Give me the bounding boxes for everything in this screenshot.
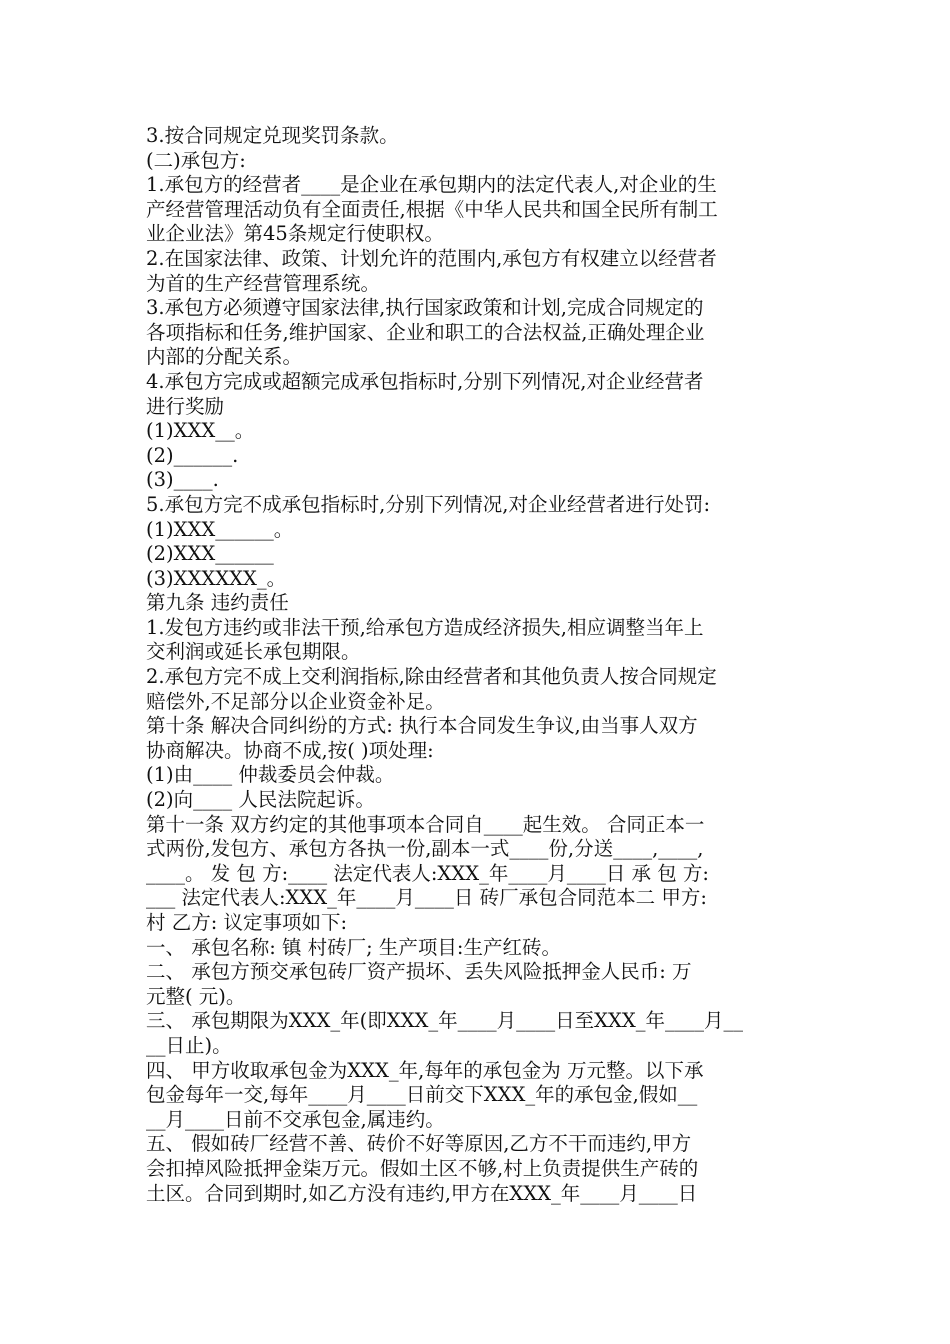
text-line: (2)______. [146,443,239,467]
text-line: 四、 甲方收取承包金为XXX_年,每年的承包金为 万元整。以下承 [146,1058,704,1082]
text-line: 元整( 元)。 [146,984,246,1008]
text-line: 1.发包方违约或非法干预,给承包方造成经济损失,相应调整当年上 [146,615,704,639]
text-line: 村 乙方: 议定事项如下: [146,911,348,934]
text-line: 第十一条 双方约定的其他事项本合同自____起生效。 合同正本一 [146,812,705,836]
text-line: 内部的分配关系。 [146,345,303,369]
text-line: (1)由____ 仲裁委员会仲裁。 [146,763,395,787]
text-line: 业企业法》第45条规定行使职权。 [146,222,444,246]
text-line: 赔偿外,不足部分以企业资金补足。 [146,689,445,713]
text-line: 产经营管理活动负有全面责任,根据《中华人民共和国全民所有制工 [146,197,718,221]
text-line: (1)XXX______。 [146,517,294,541]
document-body [146,124,816,1206]
text-line: 会扣掉风险抵押金柒万元。假如土区不够,村上负责提供生产砖的 [146,1156,699,1180]
text-line: 2.在国家法律、政策、计划允许的范围内,承包方有权建立以经营者 [146,246,717,270]
text-line: (2)XXX______ [146,542,274,566]
text-line: 1.承包方的经营者____是企业在承包期内的法定代表人,对企业的生 [146,173,717,197]
text-line: 交利润或延长承包期限。 [146,640,361,664]
text-line: 4.承包方完成或超额完成承包指标时,分别下列情况,对企业经营者 [146,369,704,393]
section-heading: 第九条 违约责任 [146,591,289,615]
text-line: (二)承包方: [146,148,246,172]
text-line: 3.承包方必须遵守国家法律,执行国家政策和计划,完成合同规定的 [146,296,704,320]
text-line: 进行奖励 [146,394,225,418]
text-line: ____。 发 包 方:____ 法定代表人:XXX_年____月____日 承 包 方: [146,861,709,885]
text-line: 土区。合同到期时,如乙方没有违约,甲方在XXX_年____月____日 [146,1181,698,1205]
text-line: 2.承包方完不成上交利润指标,除由经营者和其他负责人按合同规定 [146,665,717,689]
text-line: __日止)。 [146,1033,232,1057]
text-line: 一、 承包名称: 镇 村砖厂; 生产项目:生产红砖。 [146,935,562,959]
text-line: (3)____. [146,468,219,492]
text-line: (2)向____ 人民法院起诉。 [146,788,375,812]
text-line: 第十条 解决合同纠纷的方式: 执行本合同发生争议,由当事人双方 [146,714,698,738]
text-line: 五、 假如砖厂经营不善、砖价不好等原因,乙方不干而违约,甲方 [146,1132,692,1156]
text-line: 为首的生产经营管理系统。 [146,271,381,295]
text-line: __月____日前不交承包金,属违约。 [146,1107,445,1131]
text-line: (3)XXXXXX_。 [146,566,287,590]
text-line: 二、 承包方预交承包砖厂资产损坏、丢失风险抵押金人民币: 万 [146,960,692,984]
text-line: 各项指标和任务,维护国家、企业和职工的合法权益,正确处理企业 [146,320,705,344]
text-line: 5.承包方完不成承包指标时,分别下列情况,对企业经营者进行处罚: [146,492,711,516]
text-line: ___ 法定代表人:XXX_年____月____日 砖厂承包合同范本二 甲方: [146,886,707,910]
text-line: 三、 承包期限为XXX_年(即XXX_年____月____日至XXX_年____月__ [146,1009,743,1033]
text-line: 式两份,发包方、承包方各执一份,副本一式____份,分送____,____, [146,837,704,861]
text-line: 3.按合同规定兑现奖罚条款。 [146,124,399,147]
text-line: 包金每年一交,每年____月____日前交下XXX_年的承包金,假如__ [146,1083,698,1107]
text-line: (1)XXX__。 [146,419,255,443]
text-line: 协商解决。协商不成,按( )项处理: [146,738,434,762]
